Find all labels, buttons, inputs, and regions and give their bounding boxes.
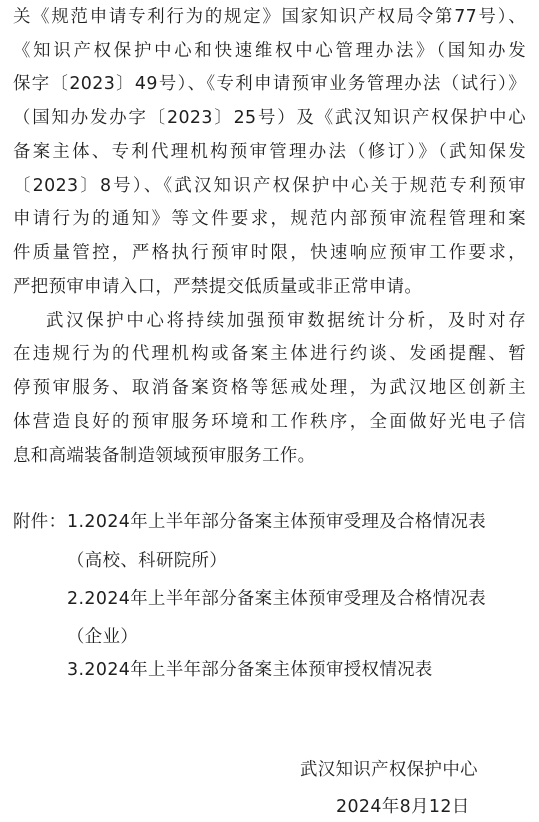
paragraph-2-line-2: 在违规行为的代理机构或备案主体进行约谈、发函提醒、暂: [13, 344, 526, 364]
paragraph-1-line-8: 件质量管控，严格执行预审时限，快速响应预审工作要求，: [13, 243, 526, 263]
paragraph-1-line-7: 申请行为的通知》等文件要求，规范内部预审流程管理和案: [13, 209, 526, 229]
attachment-2-line-2[interactable]: （企业）: [67, 627, 139, 647]
paragraph-1-line-5: 备案主体、专利代理机构预审管理办法（修订）》（武知保发: [13, 142, 526, 162]
paragraph-1-line-3: 保字〔2023〕49号）、《专利申请预审业务管理办法（试行）》: [13, 74, 526, 94]
paragraph-1-line-2: 《知识产权保护中心和快速维权中心管理办法》（国知办发: [13, 41, 526, 61]
paragraph-1-line-4: （国知办发办字〔2023〕25号）及《武汉知识产权保护中心: [13, 108, 526, 128]
attachment-1-line-2[interactable]: （高校、科研院所）: [67, 551, 228, 571]
signature-date: 2024年8月12日: [336, 797, 470, 817]
paragraph-1-line-1: 关《规范申请专利行为的规定》国家知识产权局令第77号）、: [13, 7, 526, 27]
attachment-2-line-1[interactable]: 2.2024年上半年部分备案主体预审受理及合格情况表: [67, 589, 487, 609]
paragraph-1-line-6: 〔2023〕8号）、《武汉知识产权保护中心关于规范专利预审: [13, 176, 526, 196]
paragraph-2-line-3: 停预审服务、取消备案资格等惩戒处理，为武汉地区创新主: [13, 378, 526, 398]
attachments-label: 附件：: [13, 512, 67, 532]
attachment-1-line-1[interactable]: 1.2024年上半年部分备案主体预审受理及合格情况表: [67, 512, 487, 532]
paragraph-1-line-9: 严把预审申请入口，严禁提交低质量或非正常申请。: [13, 277, 423, 297]
paragraph-2-line-5: 息和高端装备制造领域预审服务工作。: [13, 446, 316, 466]
attachment-3-line-1[interactable]: 3.2024年上半年部分备案主体预审授权情况表: [67, 660, 433, 680]
paragraph-2-line-4: 体营造良好的预审服务环境和工作秩序，全面做好光电子信: [13, 412, 526, 432]
paragraph-2-line-1: 武汉保护中心将持续加强预审数据统计分析，及时对存: [46, 311, 526, 331]
signature-org: 武汉知识产权保护中心: [300, 760, 478, 780]
